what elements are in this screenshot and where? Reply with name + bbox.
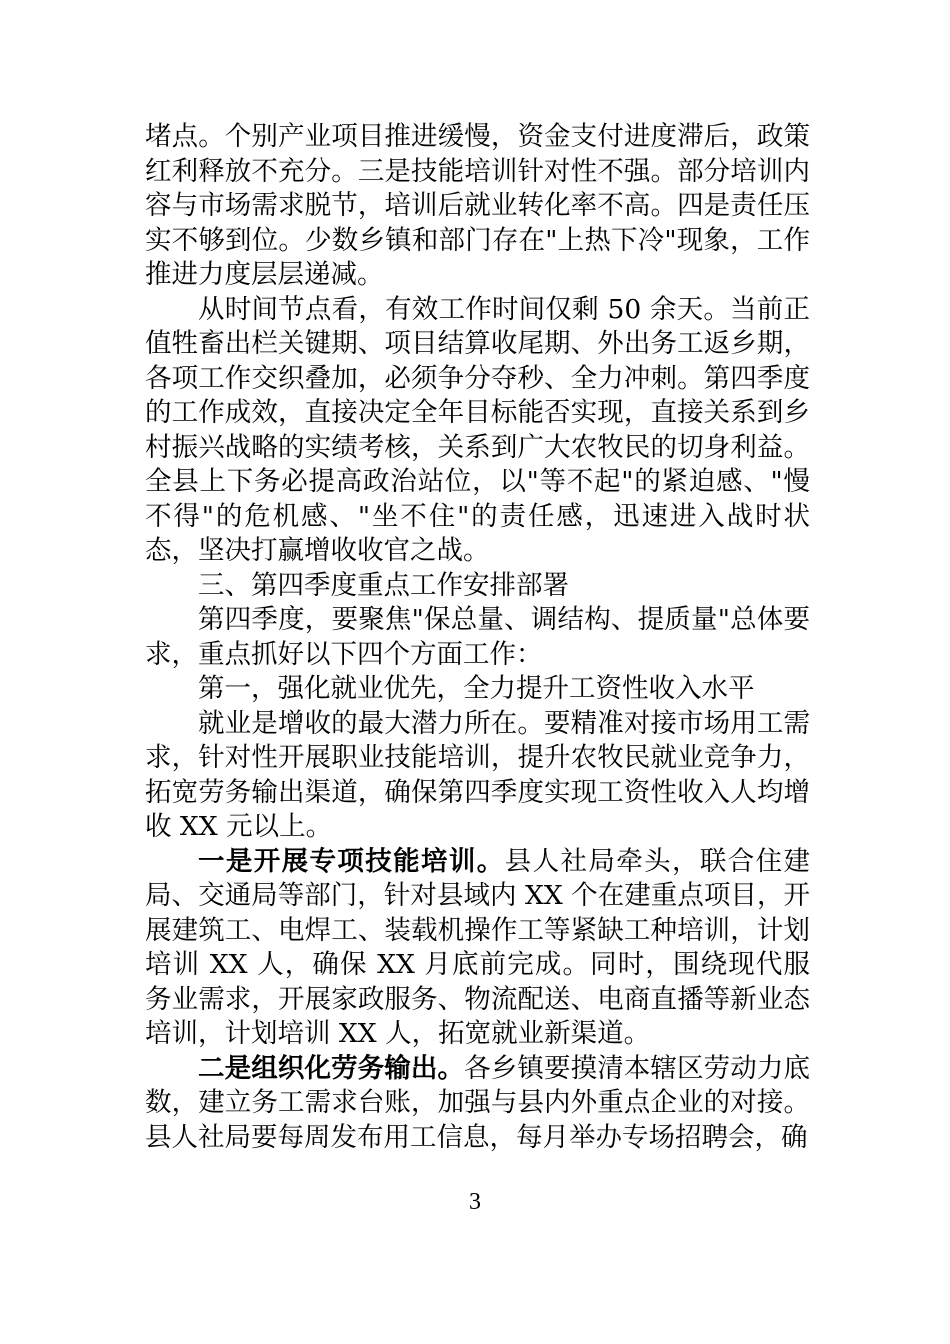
subheading-employment: 第一，强化就业优先，全力提升工资性收入水平 <box>198 673 755 704</box>
paragraph-skill-training <box>145 845 810 1052</box>
paragraph-lead-bold: 二是组织化劳务输出。 <box>198 1052 465 1084</box>
paragraph-continuation: 堵点。个别产业项目推进缓慢，资金支付进度滞后，政策红利释放不充分。三是技能培训针对性不强。部分培训内容与市场需求脱节，培训后就业转化率不高。四是责任压实不够到位。少数乡镇和部门存在"上热下冷"现象，工作推进力度层层递减。 <box>145 121 810 290</box>
section-heading: 三、第四季度重点工作安排部署 <box>198 569 569 601</box>
paragraph-employment: 就业是增收的最大潜力所在。要精准对接市场用工需求，针对性开展职业技能培训，提升农牧民就业竞争力，拓宽劳务输出渠道，确保第四季度实现工资性收入人均增收 XX 元以上。 <box>145 707 810 842</box>
paragraph-labor-export <box>145 1052 810 1156</box>
page-number: 3 <box>469 1189 481 1215</box>
document-body <box>145 120 810 1155</box>
paragraph-lead-bold: 一是开展专项技能培训。 <box>198 845 505 877</box>
paragraph-time-node: 从时间节点看，有效工作时间仅剩 50 余天。当前正值牲畜出栏关键期、项目结算收尾期、外出务工返乡期，各项工作交织叠加，必须争分夺秒、全力冲刺。第四季度的工作成效，直接决定全年目标能否实现，直接关系到乡村振兴战略的实绩考核，关系到广大农牧民的切身利益。全县上下务必提高政治站位，以"等不起"的紧迫感、"慢不得"的危机感、"坐不住"的责任感，迅速进入战时状态，坚决打赢增收收官之战。 <box>145 293 810 566</box>
paragraph-body: 县人社局牵头，联合住建局、交通局等部门，针对县域内 XX 个在建重点项目，开展建筑工、电焊工、装载机操作工等紧缺工种培训，计划培训 XX 人，确保 XX 月底前完成。同时，围绕现代服务业需求，开展家政服务、物流配送、电商直播等新业态培训，计划培训 XX 人，拓宽就业新渠道。 <box>145 845 811 1049</box>
paragraph-body: 各乡镇要摸清本辖区劳动力底数，建立务工需求台账，加强与县内外重点企业的对接。县人社局要每周发布用工信息，每月举办专场招聘会，确 <box>145 1052 811 1153</box>
paragraph-quarter-requirements: 第四季度，要聚焦"保总量、调结构、提质量"总体要求，重点抓好以下四个方面工作： <box>145 604 810 670</box>
